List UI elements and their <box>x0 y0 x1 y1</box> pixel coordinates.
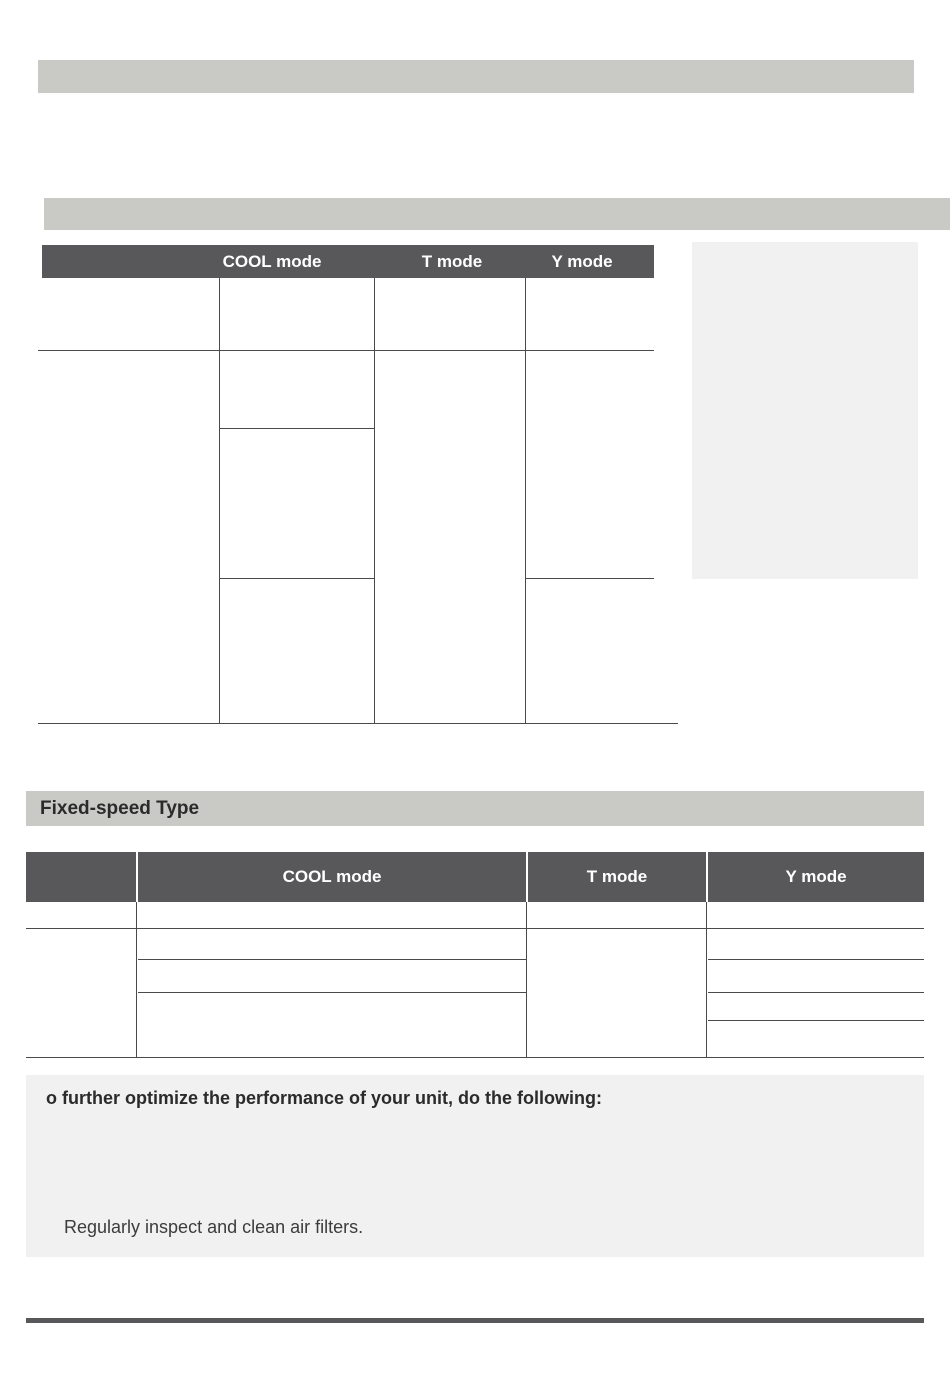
fixed-speed-table-rule <box>708 1020 924 1021</box>
fixed-speed-table-rule <box>708 992 924 993</box>
inverter-table-rule <box>38 350 654 351</box>
inverter-header-cool-mode: COOL mode <box>222 252 322 271</box>
inverter-table-header-row <box>42 245 654 278</box>
inverter-header-t-mode: T mode <box>421 252 483 271</box>
fixed-speed-table-rule <box>26 1057 924 1058</box>
fixed-speed-header-t-mode: T mode <box>586 867 648 886</box>
header-separator <box>706 852 708 902</box>
fixed-speed-table-rule <box>138 959 526 960</box>
fixed-speed-table-rule <box>26 928 924 929</box>
fixed-speed-table-rule <box>138 992 526 993</box>
inverter-table-rule <box>220 578 374 579</box>
fixed-speed-header-y-mode: Y mode <box>785 867 847 886</box>
inverter-table-divider <box>219 278 220 723</box>
fixed-speed-table-rule <box>708 959 924 960</box>
top-heading-bar <box>38 60 914 93</box>
fixed-speed-table-divider <box>706 902 707 1057</box>
footer-rule <box>26 1318 924 1323</box>
section-heading-bar <box>44 198 950 230</box>
inverter-header-y-mode: Y mode <box>551 252 613 271</box>
inverter-table-rule <box>38 723 678 724</box>
inverter-mode-table <box>38 245 678 725</box>
header-separator <box>136 852 138 902</box>
fixed-speed-title-text: Fixed-speed Type <box>40 797 200 819</box>
fixed-speed-table-divider <box>526 902 527 1057</box>
fixed-speed-mode-table <box>26 852 924 1062</box>
note-title: o further optimize the performance of your unit, do the following: <box>46 1088 602 1108</box>
inverter-table-divider <box>525 278 526 723</box>
optimization-note-box <box>26 1075 924 1257</box>
fixed-speed-header-cool-mode: COOL mode <box>282 867 382 886</box>
inverter-table-rule <box>525 578 654 579</box>
fixed-speed-table-header-row <box>26 852 924 902</box>
fixed-speed-table-divider <box>136 902 137 1057</box>
inverter-table-divider <box>374 278 375 723</box>
note-item: Regularly inspect and clean air filters. <box>64 1217 364 1237</box>
side-note-panel <box>692 242 918 579</box>
header-separator <box>526 852 528 902</box>
fixed-speed-header-blank <box>26 852 136 902</box>
fixed-speed-section-title <box>26 791 924 826</box>
inverter-table-rule <box>220 428 374 429</box>
